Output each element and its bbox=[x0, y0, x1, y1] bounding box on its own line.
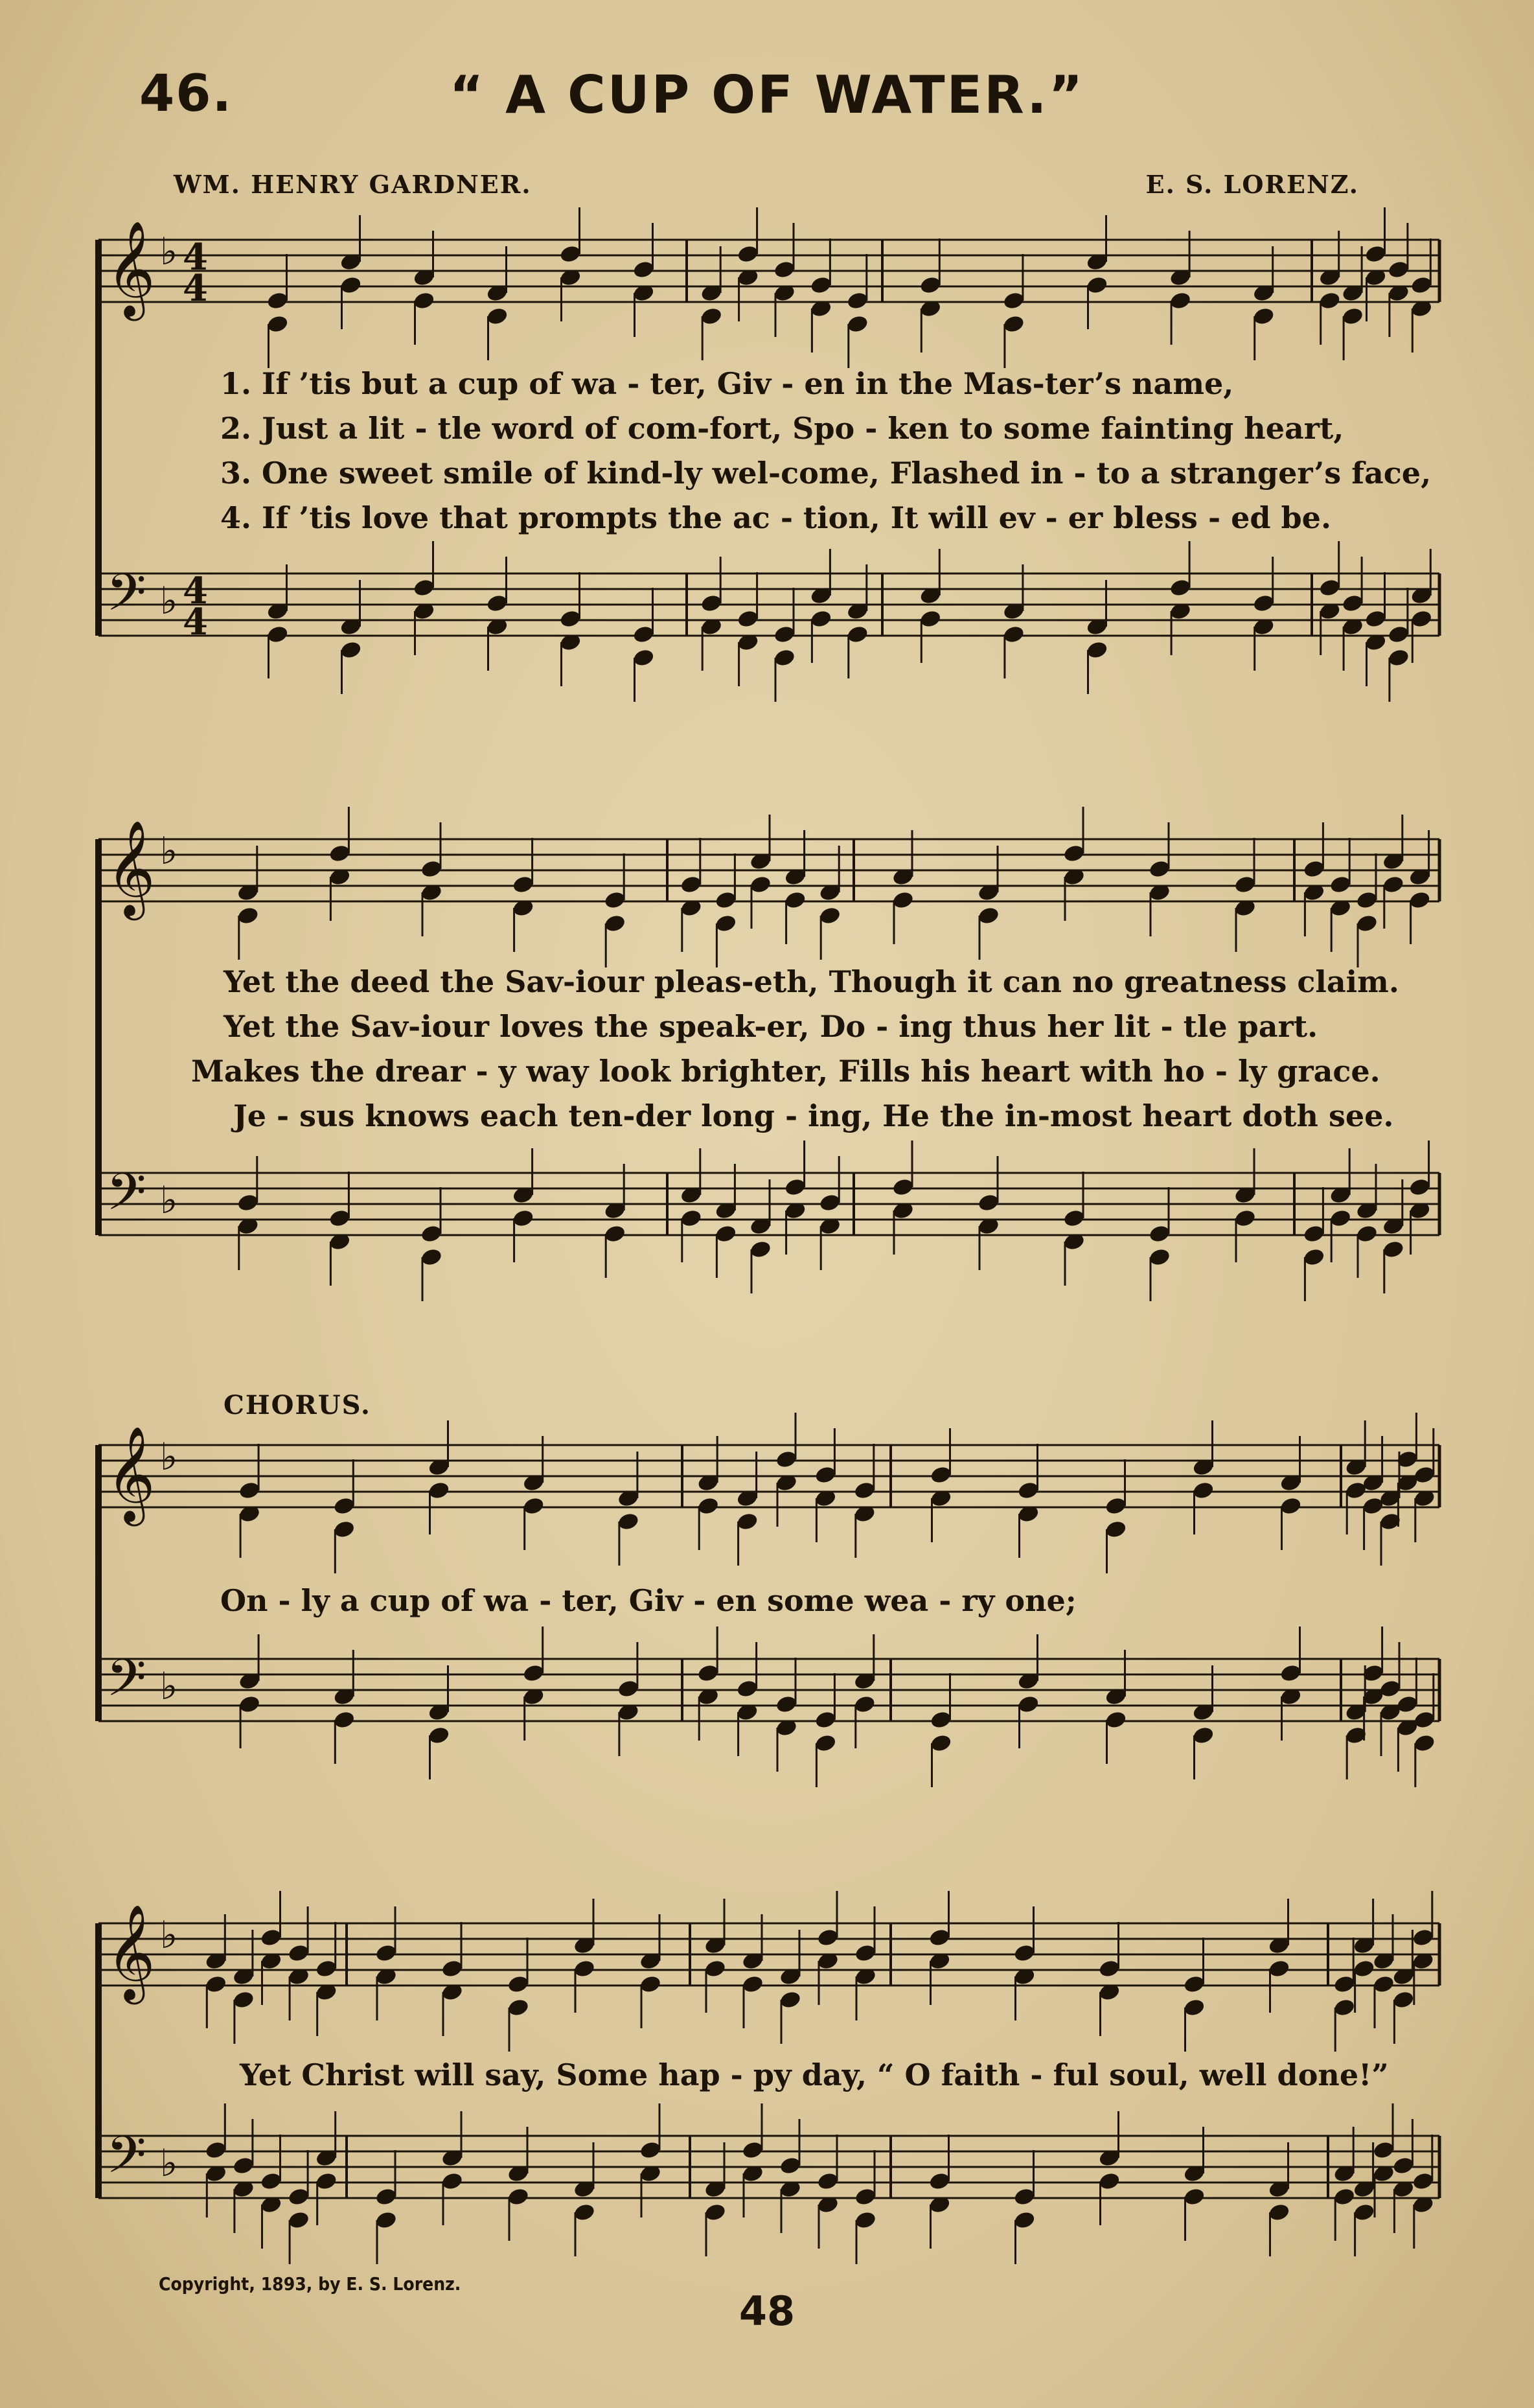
verse-3-line-a: 3. One sweet smile of kind-ly wel-come, Flashed in - to a stranger’s face, bbox=[220, 456, 1432, 491]
flat-icon: ♭ bbox=[160, 579, 178, 623]
flat-icon: ♭ bbox=[160, 1664, 178, 1708]
composer-credit: E. S. LORENZ. bbox=[1145, 170, 1359, 199]
flat-icon: ♭ bbox=[160, 829, 178, 873]
treble-clef-icon: 𝄞 bbox=[106, 220, 155, 317]
verse-2-line-a: 2. Just a lit - tle word of com-fort, Spo - ken to some fainting heart, bbox=[220, 411, 1344, 446]
copyright-notice: Copyright, 1893, by E. S. Lorenz. bbox=[159, 2273, 461, 2295]
time-signature-top: 4 bbox=[183, 570, 208, 612]
hymn-title: “ A CUP OF WATER.” bbox=[449, 65, 1085, 125]
verse-4-line-b: Je - sus knows each ten-der long - ing, He the in-most heart doth see. bbox=[233, 1098, 1394, 1133]
bass-clef-icon: 𝄢 bbox=[106, 562, 146, 635]
treble-clef-icon: 𝄞 bbox=[106, 820, 155, 916]
time-signature-bottom: 4 bbox=[183, 601, 208, 643]
flat-icon: ♭ bbox=[160, 1178, 178, 1222]
treble-clef-icon: 𝄞 bbox=[106, 1426, 155, 1522]
verse-3-line-b: Makes the drear - y way look brighter, Fills his heart with ho - ly grace. bbox=[191, 1054, 1380, 1089]
time-signature-bottom: 4 bbox=[183, 267, 208, 310]
verse-1-line-a: 1. If ’tis but a cup of wa - ter, Giv - en in the Mas-ter’s name, bbox=[220, 366, 1234, 401]
verse-1-line-b: Yet the deed the Sav-iour pleas-eth, Though it can no greatness claim. bbox=[223, 964, 1399, 999]
bass-clef-icon: 𝄢 bbox=[106, 1648, 146, 1720]
time-signature-top: 4 bbox=[183, 236, 208, 279]
flat-icon: ♭ bbox=[160, 1913, 178, 1957]
flat-icon: ♭ bbox=[160, 229, 178, 273]
verse-2-line-b: Yet the Sav-iour loves the speak-er, Do - ing thus her lit - tle part. bbox=[223, 1009, 1318, 1044]
flat-icon: ♭ bbox=[160, 1435, 178, 1479]
author-credit: WM. HENRY GARDNER. bbox=[174, 170, 532, 199]
bass-clef-icon: 𝄢 bbox=[106, 1162, 146, 1234]
bass-clef-icon: 𝄢 bbox=[106, 2125, 146, 2197]
flat-icon: ♭ bbox=[160, 2141, 178, 2185]
treble-clef-icon: 𝄞 bbox=[106, 1904, 155, 2000]
page-number: 48 bbox=[738, 2287, 796, 2335]
verse-4-line-a: 4. If ’tis love that prompts the ac - tion, It will ev - er bless - ed be. bbox=[220, 500, 1331, 535]
hymn-number: 46. bbox=[139, 65, 233, 123]
chorus-label: CHORUS. bbox=[223, 1390, 371, 1420]
chorus-line-2: Yet Christ will say, Some hap - py day, “ O faith - ful soul, well done!” bbox=[240, 2057, 1389, 2092]
chorus-line-1: On - ly a cup of wa - ter, Giv - en some wea - ry one; bbox=[220, 1583, 1077, 1618]
